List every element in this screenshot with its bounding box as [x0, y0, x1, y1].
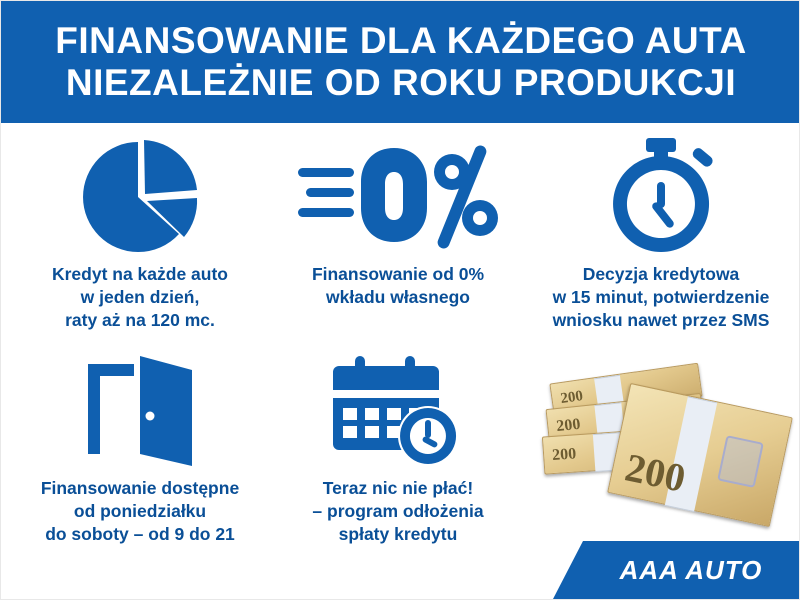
note-value: 200: [551, 445, 577, 465]
feature-caption: Kredyt na każde auto w jeden dzień, raty aż na 120 mc.: [51, 264, 229, 331]
stopwatch-icon: [600, 137, 722, 257]
headline-line-2: NIEZALEŻNIE OD ROKU PRODUKCJI: [65, 62, 737, 103]
headline-line-1: FINANSOWANIE DLA KAŻDEGO AUTA: [55, 20, 747, 62]
pie-chart-icon: [76, 137, 204, 257]
feature-caption: Teraz nic nie płać! – program odłożenia spłaty kredytu: [312, 478, 484, 545]
feature-caption: Finansowanie od 0% wkładu własnego: [311, 264, 485, 308]
feature-item-availability: [9, 351, 271, 546]
brand-logo-text: AAA AUTO: [619, 554, 763, 585]
note-value: 200: [555, 415, 582, 436]
open-door-icon: [80, 351, 200, 471]
feature-item-zero-percent: [273, 137, 523, 309]
brand-logo[interactable]: [583, 541, 799, 599]
header-banner: [1, 1, 800, 123]
feature-caption: Finansowanie dostępne od poniedziałku do soboty – od 9 do 21: [40, 478, 240, 545]
feature-caption: Decyzja kredytowa w 15 minut, potwierdzenie wniosku nawet przez SMS: [552, 264, 770, 331]
features-grid: [1, 123, 800, 600]
feature-item-deferred-payment: [273, 351, 523, 546]
zero-percent-icon: [298, 137, 498, 257]
note-value: 200: [621, 444, 690, 501]
calendar-clock-icon: [333, 351, 463, 471]
note-value: 200: [559, 388, 585, 408]
feature-item-decision-time: [525, 137, 797, 332]
feature-item-credit: [9, 137, 271, 332]
